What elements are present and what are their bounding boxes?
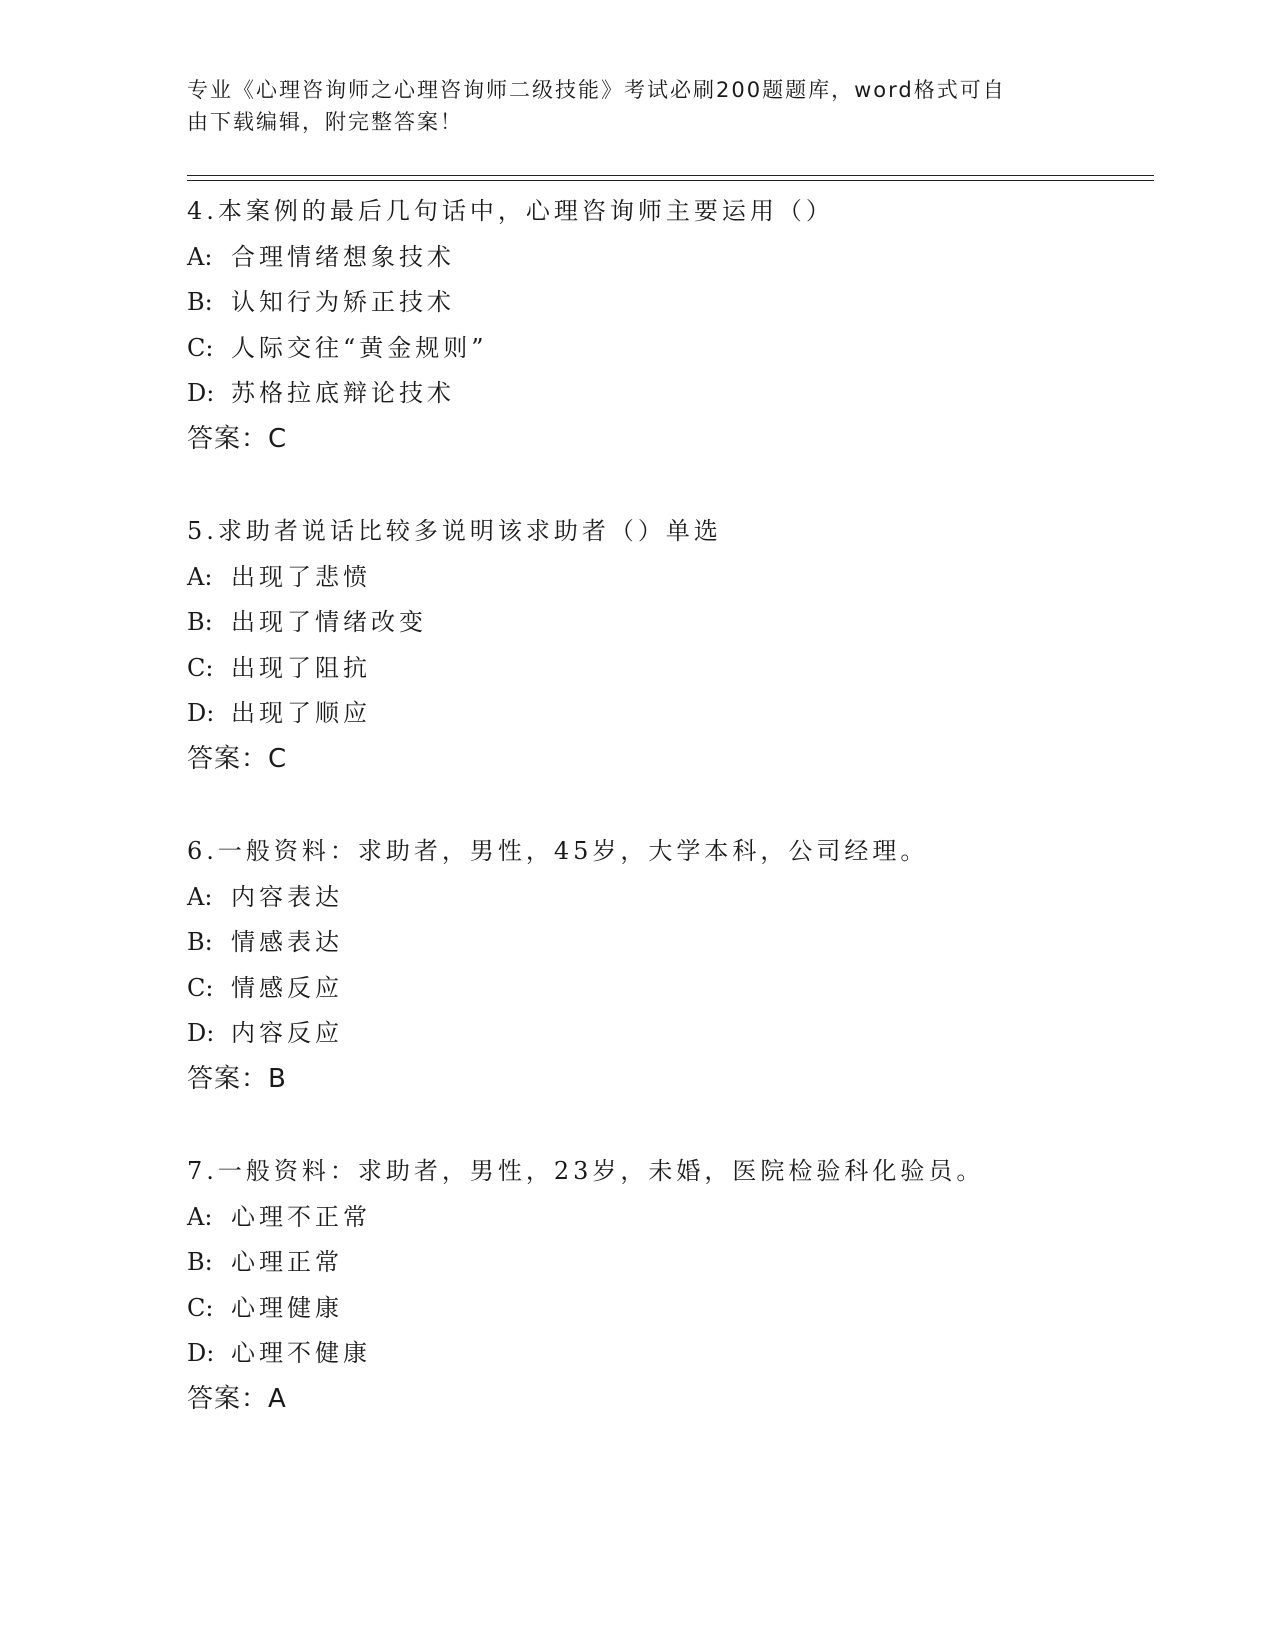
option-letter: A:	[187, 882, 213, 911]
option-letter: D:	[187, 1019, 215, 1047]
question-stem: 6.一般资料：求助者，男性，45岁，大学本科，公司经理。	[187, 837, 929, 865]
option-c	[187, 326, 1147, 372]
option-d	[187, 1331, 1147, 1377]
answer-line: 答案：C	[187, 743, 288, 774]
option-text: 心理正常	[231, 1248, 343, 1276]
option-letter: C:	[187, 333, 214, 362]
question-list	[187, 189, 1147, 1469]
question-stem: 4.本案例的最后几句话中，心理咨询师主要运用（）	[187, 197, 834, 225]
header-divider-top	[187, 175, 1154, 176]
option-a	[187, 555, 1147, 601]
option-letter: B:	[187, 608, 213, 636]
option-text: 内容反应	[231, 1019, 343, 1047]
option-a	[187, 1195, 1147, 1241]
option-c	[187, 1286, 1147, 1332]
option-letter: C:	[187, 653, 214, 682]
header-line-2: 由下载编辑，附完整答案！	[187, 110, 463, 134]
option-text: 心理不正常	[231, 1202, 371, 1231]
answer-line: 答案：A	[187, 1383, 287, 1414]
document-header	[187, 74, 1067, 138]
option-text: 合理情绪想象技术	[231, 242, 455, 271]
option-b	[187, 920, 1147, 966]
option-text: 出现了顺应	[231, 699, 371, 727]
option-text: 情感表达	[231, 928, 343, 956]
option-text: 情感反应	[231, 973, 343, 1002]
header-divider-bottom	[187, 180, 1154, 181]
option-letter: D:	[187, 1339, 215, 1367]
option-letter: A:	[187, 562, 213, 591]
option-letter: B:	[187, 928, 213, 956]
option-text: 出现了情绪改变	[231, 608, 427, 636]
option-letter: B:	[187, 288, 213, 316]
option-d	[187, 371, 1147, 417]
option-c	[187, 646, 1147, 692]
question-6	[187, 829, 1147, 1102]
option-letter: B:	[187, 1248, 213, 1276]
question-4	[187, 189, 1147, 462]
option-letter: A:	[187, 1202, 213, 1231]
option-letter: C:	[187, 973, 214, 1002]
option-text: 认知行为矫正技术	[231, 288, 455, 316]
option-letter: D:	[187, 699, 215, 727]
answer-line: 答案：B	[187, 1063, 287, 1094]
option-b	[187, 600, 1147, 646]
option-a	[187, 875, 1147, 921]
option-letter: A:	[187, 242, 213, 271]
option-text: 苏格拉底辩论技术	[231, 379, 455, 407]
option-b	[187, 1240, 1147, 1286]
question-5	[187, 509, 1147, 782]
option-text: 出现了阻抗	[231, 653, 371, 682]
option-text: 心理不健康	[231, 1339, 371, 1367]
option-d	[187, 1011, 1147, 1057]
answer-line: 答案：C	[187, 423, 288, 454]
question-7	[187, 1149, 1147, 1422]
option-letter: C:	[187, 1293, 214, 1322]
option-d	[187, 691, 1147, 737]
option-c	[187, 966, 1147, 1012]
option-b	[187, 280, 1147, 326]
question-stem: 5.求助者说话比较多说明该求助者（）单选	[187, 517, 722, 545]
option-text: 出现了悲愤	[231, 562, 371, 591]
option-letter: D:	[187, 379, 215, 407]
header-line-1: 专业《心理咨询师之心理咨询师二级技能》考试必刷200题题库，word格式可自	[187, 78, 1006, 102]
option-a	[187, 235, 1147, 281]
option-text: 内容表达	[231, 882, 343, 911]
option-text: 人际交往“黄金规则”	[231, 333, 488, 362]
option-text: 心理健康	[231, 1293, 343, 1322]
question-stem: 7.一般资料：求助者，男性，23岁，未婚，医院检验科化验员。	[187, 1157, 985, 1185]
